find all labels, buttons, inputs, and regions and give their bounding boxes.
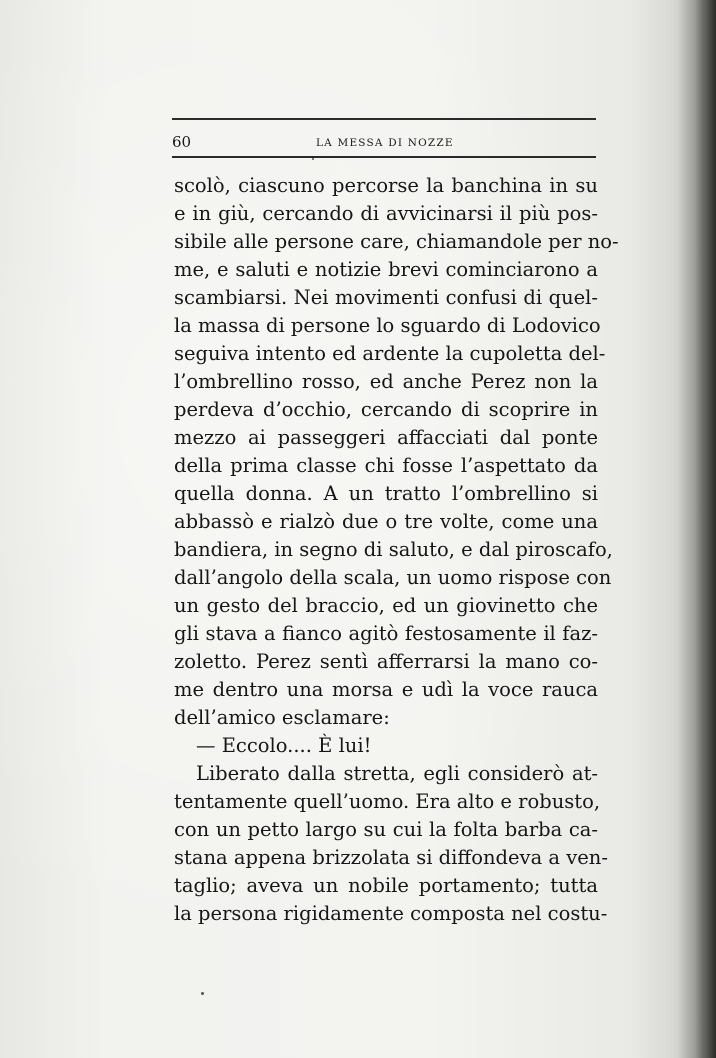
header-rule-bottom (172, 156, 596, 158)
text-line: mezzo ai passeggeri affacciati dal ponte (174, 426, 598, 449)
text-line: bandiera, in segno di saluto, e dal piroscafo, (174, 538, 613, 561)
text-line: quella donna. A un tratto l’ombrellino si (174, 482, 598, 505)
text-line: seguiva intento ed ardente la cupoletta del- (174, 342, 606, 365)
text-line: perdeva d’occhio, cercando di scoprire in (174, 398, 598, 421)
text-line: tentamente quell’uomo. Era alto e robusto, (174, 790, 601, 813)
text-line: zoletto. Perez sentì afferrarsi la mano co- (174, 650, 598, 673)
page-number: 60 (172, 133, 192, 151)
text-line: un gesto del braccio, ed un giovinetto che (174, 594, 598, 617)
running-title: LA MESSA DI NOZZE (316, 137, 454, 149)
text-line: la persona rigidamente composta nel costu- (174, 902, 608, 925)
text-line: me, e saluti e notizie brevi cominciarono a (174, 258, 598, 281)
body-text (174, 172, 619, 928)
text-line: l’ombrellino rosso, ed anche Perez non la (174, 370, 598, 393)
text-line: e in giù, cercando di avvicinarsi il più pos- (174, 202, 598, 225)
ink-speck (312, 158, 314, 160)
text-line: gli stava a fianco agitò festosamente il faz- (174, 622, 598, 645)
text-line: dell’amico esclamare: (174, 706, 390, 729)
text-line: della prima classe chi fosse l’aspettato da (174, 454, 598, 477)
paragraph-start-line: Liberato dalla stretta, egli considerò at- (196, 762, 598, 785)
text-line: taglio; aveva un nobile portamento; tutta (174, 874, 598, 897)
text-line: scambiarsi. Nei movimenti confusi di quel- (174, 286, 598, 309)
text-line: con un petto largo su cui la folta barba ca- (174, 818, 598, 841)
text-line: me dentro una morsa e udì la voce rauca (174, 678, 598, 701)
text-line: scolò, ciascuno percorse la banchina in su (174, 174, 598, 197)
text-line: stana appena brizzolata si diffondeva a ven- (174, 846, 608, 869)
text-line: sibile alle persone care, chiamandole per no- (174, 230, 619, 253)
text-line: dall’angolo della scala, un uomo rispose con (174, 566, 612, 589)
dialogue-line: — Eccolo.... È lui! (196, 734, 372, 757)
text-line: la massa di persone lo sguardo di Lodovico (174, 314, 601, 337)
ink-speck (201, 992, 204, 995)
text-line: abbassò e rialzò due o tre volte, come una (174, 510, 598, 533)
header-rule-top (172, 118, 596, 120)
spine-shadow (678, 0, 716, 1058)
